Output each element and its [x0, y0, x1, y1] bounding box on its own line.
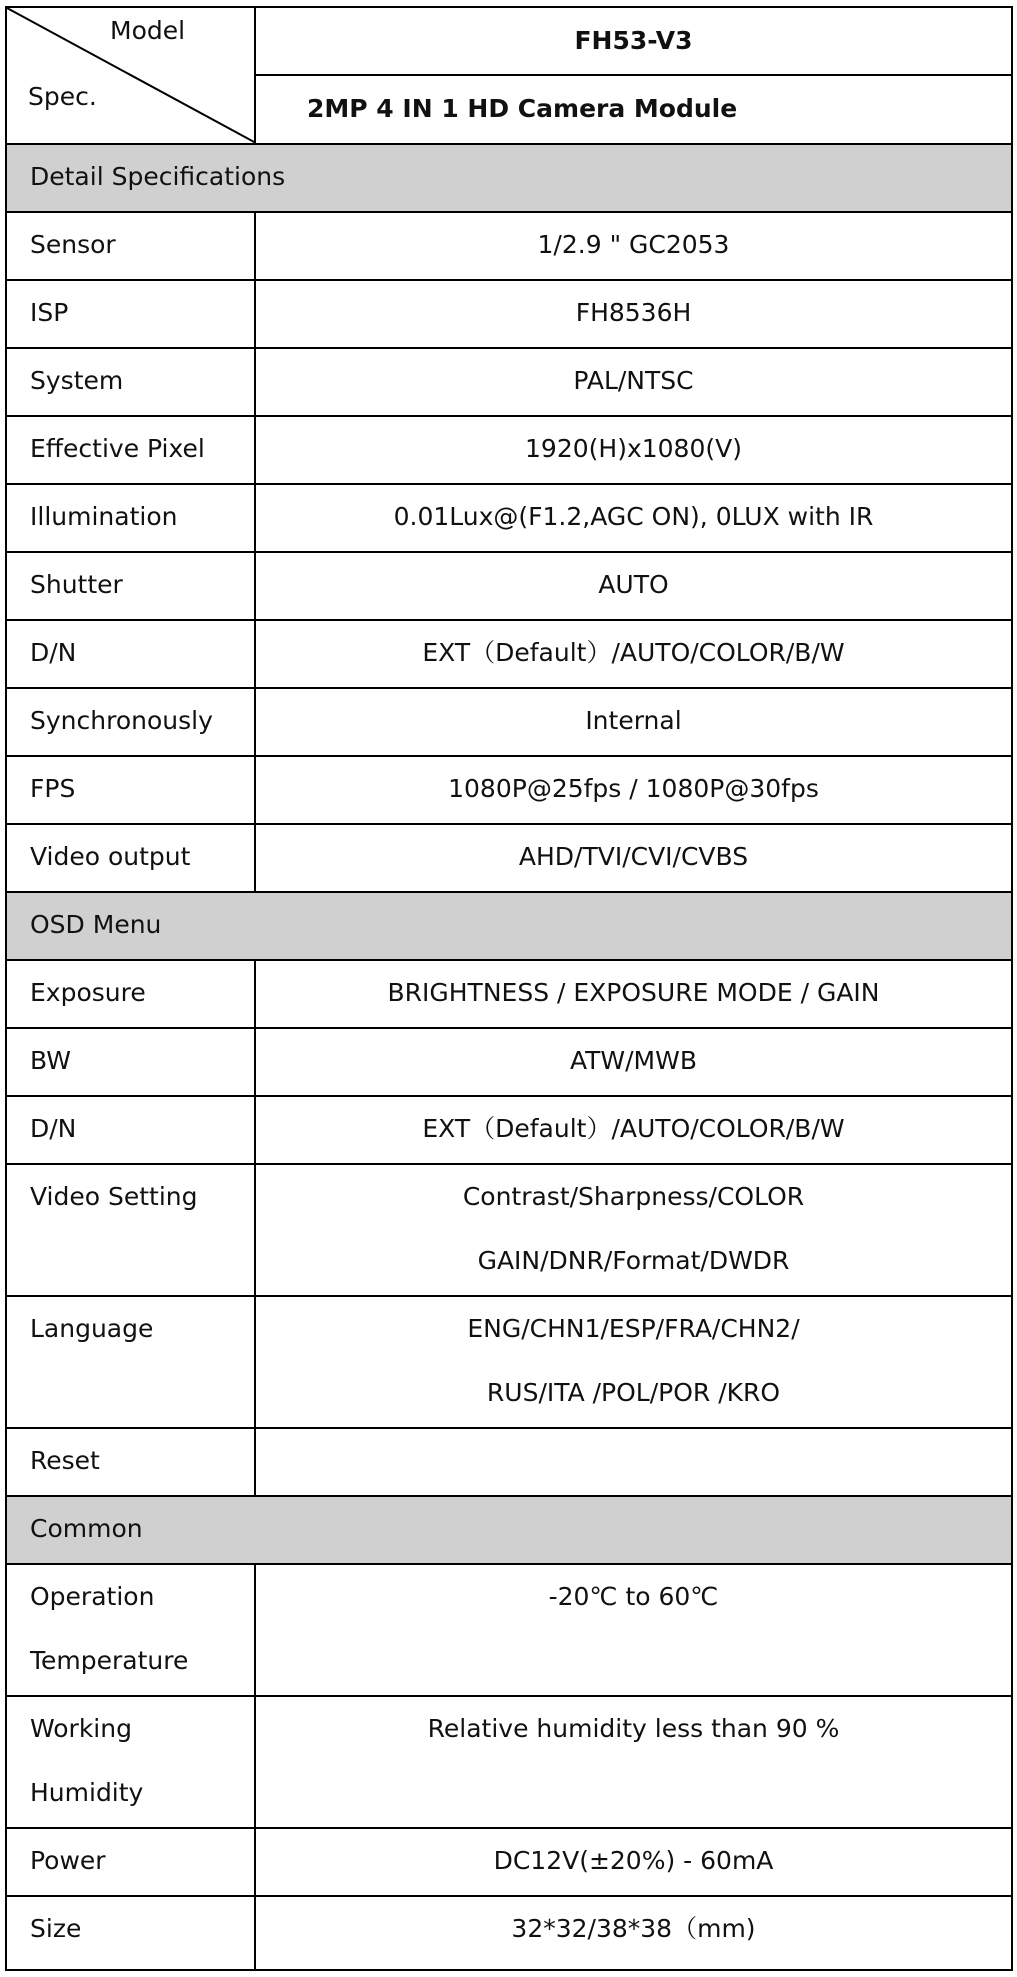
spec-label: Illumination [30, 502, 178, 531]
spec-label: System [30, 366, 124, 395]
section-common [7, 1495, 1011, 1563]
spec-label-line2: Temperature [30, 1646, 189, 1675]
spec-row-illumination [7, 483, 1011, 551]
spec-value: EXT（Default）/AUTO/COLOR/B/W [422, 1114, 845, 1143]
model-label: Model [110, 16, 186, 45]
spec-label: Video output [30, 842, 191, 871]
section-osd-menu [7, 891, 1011, 959]
spec-value: 32*32/38*38（mm) [511, 1914, 756, 1943]
product-name: 2MP 4 IN 1 HD Camera Module [307, 94, 738, 123]
spec-label: BW [30, 1046, 71, 1075]
spec-value: EXT（Default）/AUTO/COLOR/B/W [422, 638, 845, 667]
spec-label: FPS [30, 774, 76, 803]
spec-row-osd-day-night [7, 1095, 1011, 1163]
spec-row-fps [7, 755, 1011, 823]
spec-label: Reset [30, 1446, 100, 1475]
spec-value: Relative humidity less than 90 % [427, 1714, 840, 1743]
spec-value: BRIGHTNESS / EXPOSURE MODE / GAIN [387, 978, 880, 1007]
spec-value-line1: ENG/CHN1/ESP/FRA/CHN2/ [467, 1314, 800, 1343]
spec-row-exposure [7, 959, 1011, 1027]
section-title: Detail Specifications [30, 162, 286, 191]
spec-value: 0.01Lux@(F1.2,AGC ON), 0LUX with IR [393, 502, 874, 531]
spec-label: Sensor [30, 230, 116, 259]
spec-label: D/N [30, 1114, 77, 1143]
spec-row-size [7, 1895, 1011, 1969]
spec-label: Shutter [30, 570, 123, 599]
spec-value-line2: GAIN/DNR/Format/DWDR [477, 1246, 790, 1275]
spec-table [5, 6, 1013, 1971]
spec-value: Internal [585, 706, 682, 735]
spec-label: ISP [30, 298, 69, 327]
spec-value: PAL/NTSC [573, 366, 694, 395]
spec-row-reset [7, 1427, 1011, 1495]
spec-row-language [7, 1295, 1011, 1427]
spec-value: 1920(H)x1080(V) [525, 434, 742, 463]
spec-label-line2: Humidity [30, 1778, 144, 1807]
spec-label: Synchronously [30, 706, 213, 735]
spec-label-line1: Operation [30, 1582, 155, 1611]
spec-label: D/N [30, 638, 77, 667]
spec-row-video-setting [7, 1163, 1011, 1295]
spec-label: Language [30, 1314, 154, 1343]
spec-row-working-humidity [7, 1695, 1011, 1827]
spec-row-operation-temperature [7, 1563, 1011, 1695]
spec-row-bw [7, 1027, 1011, 1095]
spec-label: Video Setting [30, 1182, 198, 1211]
spec-row-video-output [7, 823, 1011, 891]
spec-row-day-night [7, 619, 1011, 687]
spec-label: Spec. [28, 82, 97, 111]
spec-value: FH8536H [575, 298, 692, 327]
spec-label-line1: Working [30, 1714, 132, 1743]
spec-row-effective-pixel [7, 415, 1011, 483]
spec-row-system [7, 347, 1011, 415]
spec-row-synchronously [7, 687, 1011, 755]
spec-value-line1: Contrast/Sharpness/COLOR [462, 1182, 805, 1211]
spec-value: 1080P@25fps / 1080P@30fps [448, 774, 819, 803]
model-value: FH53-V3 [574, 26, 693, 55]
spec-value: AHD/TVI/CVI/CVBS [518, 842, 749, 871]
spec-value: ATW/MWB [569, 1046, 697, 1075]
spec-value-line2: RUS/ITA /POL/POR /KRO [486, 1378, 781, 1407]
spec-row-shutter [7, 551, 1011, 619]
spec-value: -20℃ to 60℃ [548, 1582, 719, 1611]
spec-label: Size [30, 1914, 82, 1943]
spec-label: Effective Pixel [30, 434, 205, 463]
spec-row-power [7, 1827, 1011, 1895]
spec-value: DC12V(±20%) - 60mA [493, 1846, 774, 1875]
header-row [7, 8, 1011, 143]
section-detail-specifications [7, 143, 1011, 211]
spec-value: AUTO [598, 570, 669, 599]
spec-label: Exposure [30, 978, 146, 1007]
spec-row-sensor [7, 211, 1011, 279]
spec-value: 1/2.9 " GC2053 [537, 230, 730, 259]
section-title: Common [30, 1514, 143, 1543]
spec-row-isp [7, 279, 1011, 347]
section-title: OSD Menu [30, 910, 162, 939]
spec-label: Power [30, 1846, 106, 1875]
